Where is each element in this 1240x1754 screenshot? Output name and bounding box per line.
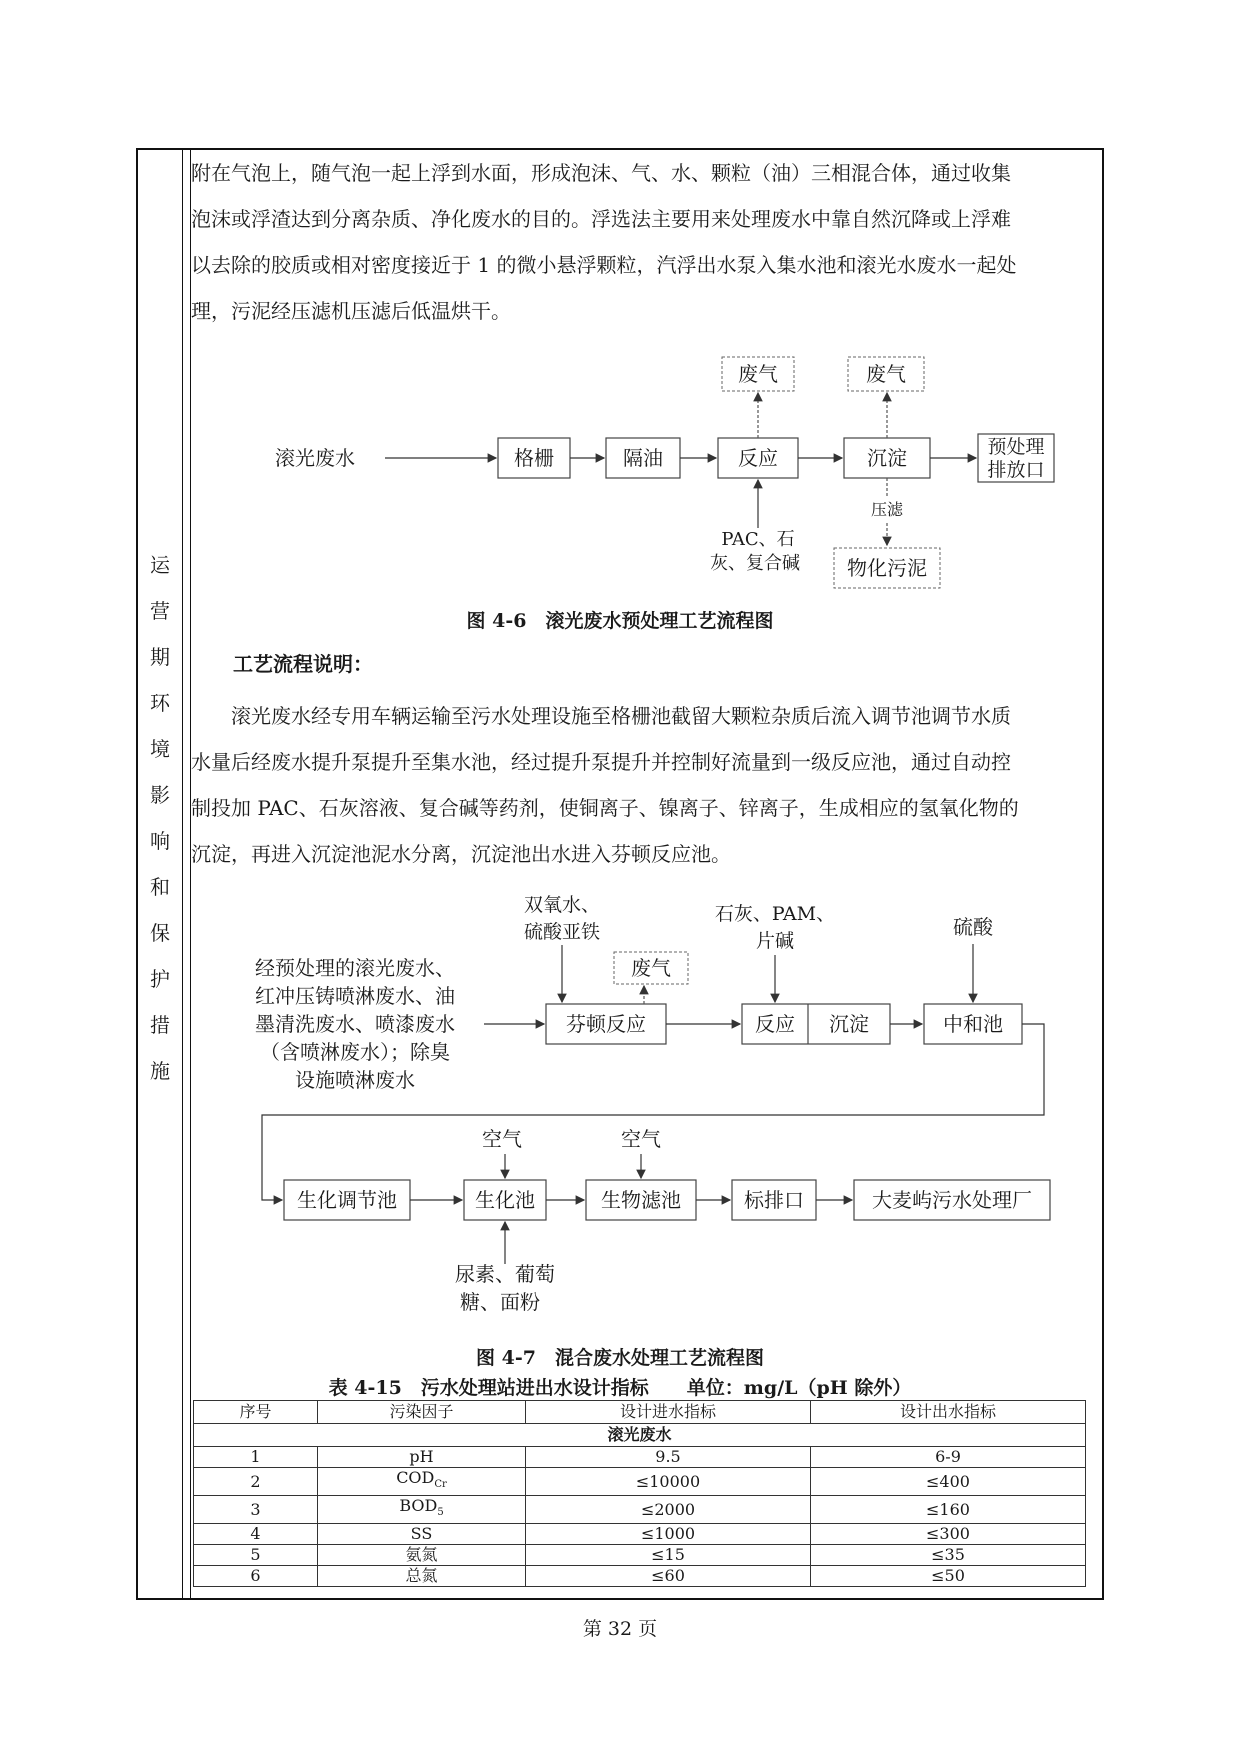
fig7-reagent2: 石灰、PAM、 [714,903,836,925]
fig7-nutrients: 尿素、葡萄 [455,1262,555,1286]
table-row: 1 pH 9.5 6-9 [194,1447,1086,1468]
fig6-reagent: PAC、石 [721,529,795,550]
svg-text:隔油: 隔油 [623,446,663,470]
svg-text:大麦屿污水处理厂: 大麦屿污水处理厂 [872,1188,1032,1212]
svg-text:废气: 废气 [866,362,906,386]
table-row: 4 SS ≤1000 ≤300 [194,1524,1086,1545]
svg-text:格栅: 格栅 [514,446,554,470]
fig6-press-label: 压滤 [870,500,904,519]
svg-text:废气: 废气 [738,362,778,386]
fig7-acid: 硫酸 [953,915,993,939]
svg-text:糖、面粉: 糖、面粉 [460,1290,540,1314]
svg-text:红冲压铸喷淋废水、油: 红冲压铸喷淋废水、油 [255,984,455,1008]
fig7-input [255,956,455,1092]
fig6-input-label: 滚光废水 [275,446,355,470]
svg-text:芬顿反应: 芬顿反应 [566,1012,646,1036]
table-header-row: 序号 污染因子 设计进水指标 设计出水指标 [194,1401,1086,1424]
svg-text:生化调节池: 生化调节池 [297,1188,397,1212]
svg-text:硫酸亚铁: 硫酸亚铁 [523,921,601,943]
table-row: 6 总氮 ≤60 ≤50 [194,1566,1086,1587]
table-row: 3 $BOD_5$ ≤2000 ≤160 [194,1496,1086,1524]
svg-text:沉淀: 沉淀 [867,446,907,470]
svg-text:排放口: 排放口 [987,459,1045,481]
design-table [193,1400,1086,1587]
paragraph-intro: 附在气泡上，随气泡一起上浮到水面，形成泡沫、气、水、颗粒（油）三相混合体，通过收集 泡沫或浮渣达到分离杂质、净化废水的目的。浮选法主要用来处理废水中靠自然沉降或上浮难 以去除的胶质或相对密度接近于 1 的微小悬浮颗粒，汽浮出水泵入集水池和滚光水废水一起处 理，污泥经压滤机压滤后低温烘干。 [191,161,1017,323]
fig7-air-2: 空气 [621,1127,661,1151]
svg-text:墨清洗废水、喷漆废水: 墨清洗废水、喷漆废水 [255,1012,455,1036]
svg-text:沉淀: 沉淀 [829,1012,869,1036]
fig7-fenton-reagent: 双氧水、 [523,894,601,916]
svg-text:反应: 反应 [755,1012,795,1036]
svg-text:（含喷淋废水）；除臭: （含喷淋废水）；除臭 [260,1040,450,1064]
fig7-caption: 图 4-7 混合废水处理工艺流程图 [476,1347,764,1369]
svg-text:生物滤池: 生物滤池 [601,1188,681,1212]
table-title: 表 4-15 污水处理站进出水设计指标 单位：mg/L（pH 除外） [328,1377,912,1399]
fig7-air-1: 空气 [482,1127,522,1151]
svg-text:中和池: 中和池 [943,1012,1003,1036]
table-row: 2 $COD_{Cr}$ ≤10000 ≤400 [194,1468,1086,1496]
page-number: 第 32 页 [582,1618,658,1640]
svg-text:片碱: 片碱 [755,930,795,952]
svg-text:经预处理的滚光废水、: 经预处理的滚光废水、 [255,956,455,980]
svg-text:标排口: 标排口 [744,1188,804,1212]
process-heading: 工艺流程说明： [233,652,373,676]
fig6-caption: 图 4-6 滚光废水预处理工艺流程图 [466,610,774,632]
svg-text:物化污泥: 物化污泥 [847,556,927,580]
table-section-row: 滚光废水 [194,1424,1086,1447]
svg-text:生化池: 生化池 [475,1188,535,1212]
svg-text:设施喷淋废水: 设施喷淋废水 [295,1068,415,1092]
table-row: 5 氨氮 ≤15 ≤35 [194,1545,1086,1566]
side-label: 运 营 期 环 境 影 响 和 保 护 措 施 [150,553,170,1083]
paragraph-process: 滚光废水经专用车辆运输至污水处理设施至格栅池截留大颗粒杂质后流入调节池调节水质 水量后经废水提升泵提升至集水池，经过提升泵提升并控制好流量到一级反应池，通过自动控 制投加 PAC、石灰溶液、复合碱等药剂，使铜离子、镍离子、锌离子，生成相应的氢氧化物的 沉淀，再进入沉淀池泥水分离，沉淀池出水进入芬顿反应池。 [191,704,1019,866]
svg-text:灰、复合碱: 灰、复合碱 [710,553,800,574]
svg-text:反应: 反应 [738,446,778,470]
svg-text:预处理: 预处理 [987,436,1045,458]
svg-text:废气: 废气 [631,956,671,980]
